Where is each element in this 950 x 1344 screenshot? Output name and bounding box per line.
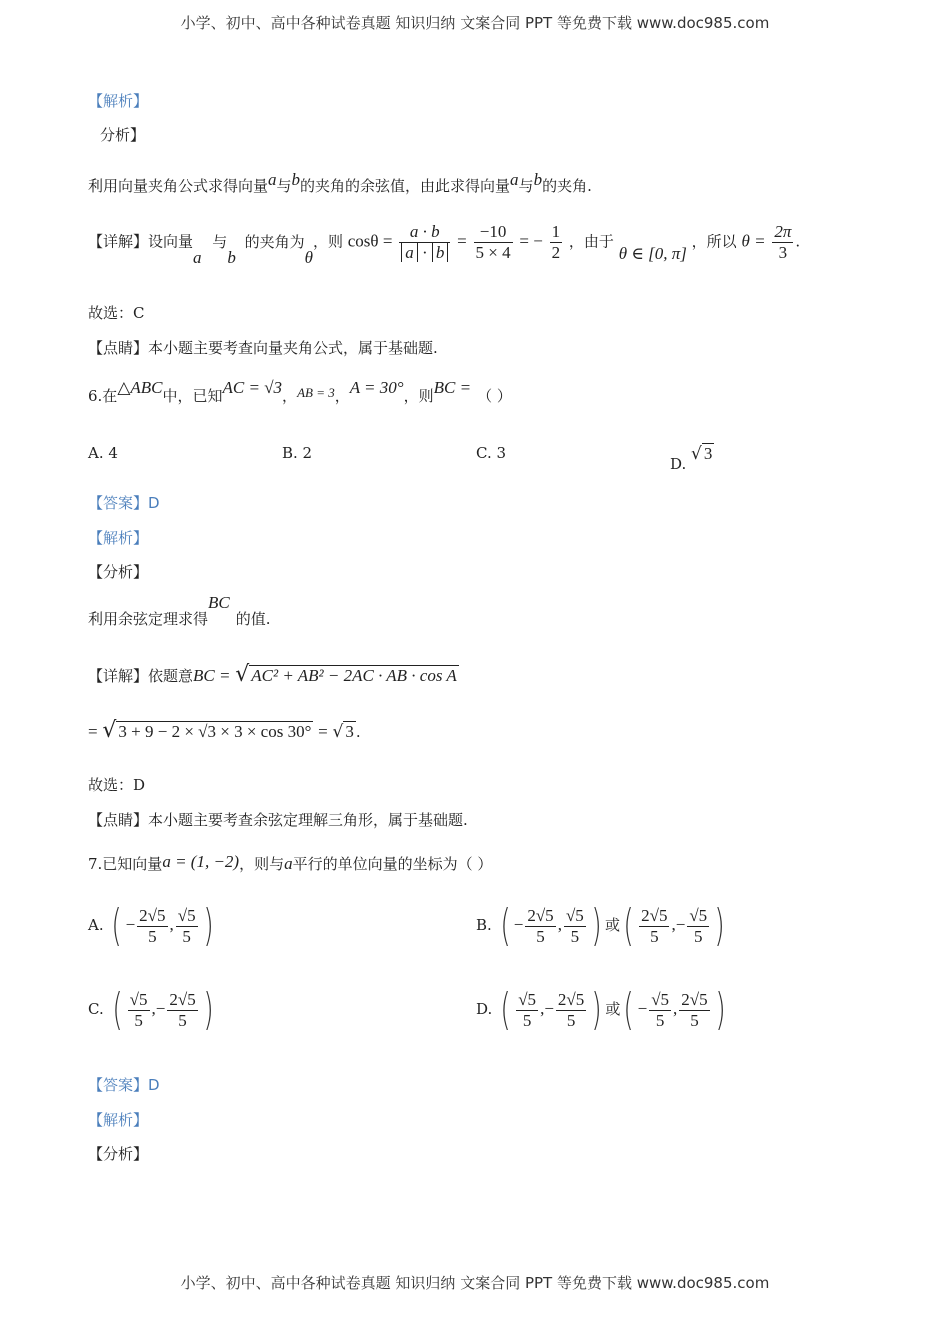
- page-header: 小学、初中、高中各种试卷真题 知识归纳 文案合同 PPT 等免费下载 www.doc985.com: [180, 14, 770, 32]
- q6-fenxi-tag: 【分析】: [88, 563, 149, 581]
- fraction-dot-over-norms: $\frac{a \cdot b}{a \cdot b}$: [399, 222, 450, 263]
- q6-fenxi-text: 利用余弦定理求得BC的值.: [88, 593, 271, 628]
- q7-analysis-tag: 【解析】: [88, 1111, 149, 1129]
- q5-analysis-tag: 【解析】: [88, 92, 149, 110]
- q7-answer: 【答案】D: [88, 1076, 160, 1094]
- q6-option-c: C. 3: [476, 444, 507, 462]
- q6-stem: 6.在△ABC中，已知AC = √3，AB = 3，A = 30°，则BC = （ ）: [88, 378, 512, 405]
- q6-option-a: A. 4: [88, 444, 118, 462]
- q5-fenxi-tag: 分析】: [100, 126, 146, 144]
- q7-option-b: B. ( − $\frac{2√5}{5}$ , $\frac{√5}{5}$ ) 或( $\frac{2√5}{5}$ ,− $\frac{√5}{5}$ ): [476, 900, 725, 951]
- cos-theta: cosθ =: [347, 231, 393, 251]
- q6-option-b: B. 2: [282, 444, 313, 462]
- page-footer: 小学、初中、高中各种试卷真题 知识归纳 文案合同 PPT 等免费下载 www.doc985.com: [180, 1274, 770, 1292]
- q5-detail: 【详解】设向量a 与b 的夹角为θ，则 cosθ = $\frac{a \cdot b}{a \cdot b}$ = $\frac{-10}{5 \times 4}$ = − $\frac{1}{2}$ ，由于 θ ∈ [0, π] ，所以 θ = $\frac{2\pi}{3}$ .: [88, 222, 801, 267]
- q5-comment: 【点睛】本小题主要考查向量夹角公式，属于基础题.: [88, 339, 438, 357]
- q7-option-d: D. ( $\frac{√5}{5}$ ,− $\frac{2√5}{5}$ ) 或( − $\frac{√5}{5}$ , $\frac{2√5}{5}$ ): [476, 984, 726, 1035]
- q6-comment: 【点睛】本小题主要考查余弦定理解三角形，属于基础题.: [88, 811, 468, 829]
- q6-choose: 故选：D: [88, 776, 146, 794]
- q5-choose: 故选：C: [88, 304, 145, 322]
- q7-fenxi-tag: 【分析】: [88, 1145, 149, 1163]
- q7-option-a: A. ( − $\frac{2√5}{5}$ , $\frac{√5}{5}$ ): [88, 900, 214, 951]
- q6-detail-line2: = √ 3 + 9 − 2 × √3 × 3 × cos 30° = √ 3 .: [88, 718, 361, 743]
- q6-option-d: D. √ 3: [670, 444, 713, 473]
- q5-fenxi-text: 利用向量夹角公式求得向量a与b的夹角的余弦值，由此求得向量a与b的夹角.: [88, 170, 592, 195]
- q6-answer: 【答案】D: [88, 494, 160, 512]
- q7-stem: 7.已知向量a = (1, −2)，则与a平行的单位向量的坐标为（ ）: [88, 852, 493, 873]
- q6-analysis-tag: 【解析】: [88, 529, 149, 547]
- q6-detail: 【详解】依题意BC = √ AC² + AB² − 2AC · AB · cos A: [88, 662, 457, 687]
- q7-option-c: C. ( $\frac{√5}{5}$ ,− $\frac{2√5}{5}$ ): [88, 984, 214, 1035]
